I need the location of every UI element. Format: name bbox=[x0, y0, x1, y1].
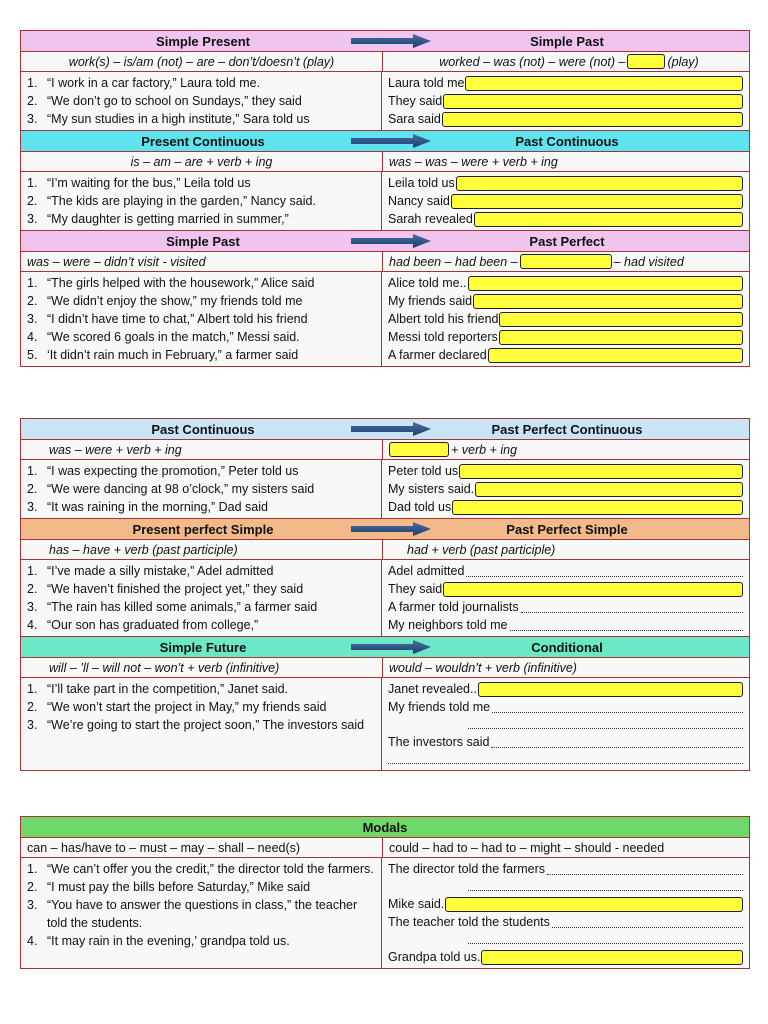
answer-row bbox=[388, 562, 743, 580]
answers-column bbox=[382, 172, 749, 230]
answer-blank[interactable] bbox=[452, 500, 743, 515]
answers-column bbox=[382, 678, 749, 770]
answer-row bbox=[388, 733, 743, 751]
quotes-column bbox=[21, 858, 382, 968]
answer-row bbox=[388, 462, 743, 480]
item-number: 3. bbox=[27, 718, 38, 732]
section-header bbox=[21, 519, 749, 540]
answer-row bbox=[388, 616, 743, 634]
answer-blank[interactable] bbox=[481, 950, 743, 965]
list-item bbox=[27, 210, 377, 228]
list-item bbox=[27, 174, 377, 192]
answer-row bbox=[388, 480, 743, 498]
list-item bbox=[27, 292, 377, 310]
item-number: 2. bbox=[27, 700, 38, 714]
answer-dotted-line[interactable] bbox=[547, 864, 743, 875]
section-header bbox=[21, 419, 749, 440]
list-item bbox=[27, 896, 377, 932]
item-text: “We don’t go to school on Sundays,” they said bbox=[47, 94, 302, 108]
answer-row bbox=[388, 292, 743, 310]
item-text: My neighbors told me bbox=[388, 618, 508, 632]
item-text: Nancy said bbox=[388, 194, 450, 208]
item-text: “You have to answer the questions in class,” the teacher told the students. bbox=[47, 898, 358, 930]
tense-to: Past Perfect bbox=[529, 233, 605, 249]
rule-left: is – am – are + verb + ing bbox=[21, 152, 383, 171]
answer-row bbox=[388, 680, 743, 698]
tense-from: Simple Future bbox=[159, 639, 247, 655]
item-number: 1. bbox=[27, 862, 38, 876]
answer-blank[interactable] bbox=[474, 212, 743, 227]
answer-dotted-line[interactable] bbox=[468, 931, 743, 944]
item-text: “I didn’t have time to chat,” Albert told his friend bbox=[47, 312, 308, 326]
item-text: A farmer declared bbox=[388, 348, 487, 362]
arrow-right-icon bbox=[351, 134, 431, 148]
tense-to: Past Continuous bbox=[515, 133, 619, 149]
answer-blank[interactable] bbox=[459, 464, 743, 479]
item-number: 1. bbox=[27, 276, 38, 290]
rule-right: had + verb (past participle) bbox=[407, 542, 556, 557]
rule-left: work(s) – is/am (not) – are – don’t/doesn’t (play) bbox=[21, 52, 383, 71]
answer-dotted-line[interactable] bbox=[552, 917, 743, 928]
answer-row bbox=[388, 310, 743, 328]
arrow-right-icon bbox=[351, 522, 431, 536]
answer-row bbox=[388, 860, 743, 878]
answer-blank[interactable] bbox=[443, 94, 743, 109]
answer-blank[interactable] bbox=[389, 442, 449, 457]
item-text: “We won’t start the project in May,” my friends said bbox=[47, 700, 327, 714]
list-item bbox=[27, 310, 377, 328]
answer-blank[interactable] bbox=[473, 294, 743, 309]
item-text: The director told the farmers bbox=[388, 862, 546, 876]
item-text: Messi told reporters bbox=[388, 330, 498, 344]
rule-row bbox=[21, 540, 749, 560]
item-text: They said bbox=[388, 94, 443, 108]
answer-row bbox=[388, 346, 743, 364]
item-text: “My daughter is getting married in summer,” bbox=[47, 212, 289, 226]
item-number: 2. bbox=[27, 880, 38, 894]
list-item bbox=[27, 274, 377, 292]
item-text: “It was raining in the morning,” Dad said bbox=[47, 500, 268, 514]
answer-row bbox=[388, 948, 743, 966]
answer-row bbox=[388, 698, 743, 716]
answer-row bbox=[388, 328, 743, 346]
rule-left: was – were – didn’t visit - visited bbox=[21, 252, 383, 271]
quotes-column bbox=[21, 172, 382, 230]
item-text: Alice told me.. bbox=[388, 276, 467, 290]
answers-column bbox=[382, 460, 749, 518]
item-text: “I’ll take part in the competition,” Janet said. bbox=[47, 682, 289, 696]
section-header bbox=[21, 817, 749, 838]
list-item bbox=[27, 716, 377, 734]
item-text: The investors said bbox=[388, 735, 490, 749]
answer-row bbox=[388, 210, 743, 228]
item-number: 3. bbox=[27, 212, 38, 226]
answer-row bbox=[388, 92, 743, 110]
tense-from: Present perfect Simple bbox=[132, 521, 274, 537]
tense-from: Simple Past bbox=[166, 233, 240, 249]
answer-dotted-line[interactable] bbox=[468, 716, 743, 729]
exercise-body bbox=[21, 172, 749, 231]
item-number: 2. bbox=[27, 94, 38, 108]
item-number: 3. bbox=[27, 898, 38, 912]
quotes-column bbox=[21, 678, 382, 770]
item-text: “I work in a car factory,” Laura told me. bbox=[47, 76, 261, 90]
rule-left: was – were + verb + ing bbox=[21, 440, 383, 459]
list-item bbox=[27, 92, 377, 110]
item-text: “Our son has graduated from college,” bbox=[47, 618, 259, 632]
exercise-body bbox=[21, 858, 749, 968]
item-text: Sara said bbox=[388, 112, 441, 126]
answer-blank[interactable] bbox=[443, 582, 743, 597]
tense-panel-2 bbox=[20, 418, 750, 771]
answer-row bbox=[388, 110, 743, 128]
item-text: Laura told me bbox=[388, 76, 465, 90]
item-number: 1. bbox=[27, 176, 38, 190]
section-header bbox=[21, 31, 749, 52]
list-item bbox=[27, 480, 377, 498]
rule-left: will – ’ll – will not – won’t + verb (infinitive) bbox=[21, 658, 383, 677]
answer-dotted-line[interactable] bbox=[492, 702, 743, 713]
rule-row bbox=[21, 252, 749, 272]
item-text: “We haven’t finished the project yet,” they said bbox=[47, 582, 304, 596]
rule-right: would – wouldn’t + verb (infinitive) bbox=[389, 660, 577, 675]
answer-row bbox=[388, 274, 743, 292]
item-number: 1. bbox=[27, 76, 38, 90]
exercise-body bbox=[21, 678, 749, 770]
rule-row bbox=[21, 838, 749, 858]
rule-row bbox=[21, 152, 749, 172]
list-item bbox=[27, 698, 377, 716]
quotes-column bbox=[21, 560, 382, 636]
exercise-body bbox=[21, 460, 749, 519]
exercise-body bbox=[21, 272, 749, 366]
list-item bbox=[27, 562, 377, 580]
arrow-right-icon bbox=[351, 234, 431, 248]
tense-panel-1 bbox=[20, 30, 750, 367]
quotes-column bbox=[21, 460, 382, 518]
item-number: 3. bbox=[27, 112, 38, 126]
item-number: 3. bbox=[27, 500, 38, 514]
tense-to: Past Perfect Simple bbox=[506, 521, 628, 537]
rule-row bbox=[21, 658, 749, 678]
list-item bbox=[27, 328, 377, 346]
item-text: Adel admitted bbox=[388, 564, 465, 578]
answer-blank[interactable] bbox=[442, 112, 743, 127]
quotes-column bbox=[21, 72, 382, 130]
rule-right: could – had to – had to – might – should - needed bbox=[389, 840, 665, 855]
answer-row bbox=[388, 74, 743, 92]
rule-row bbox=[21, 52, 749, 72]
list-item bbox=[27, 878, 377, 896]
answer-row bbox=[388, 498, 743, 516]
item-text: “I was expecting the promotion,” Peter told us bbox=[47, 464, 299, 478]
item-number: 1. bbox=[27, 464, 38, 478]
answer-dotted-line[interactable] bbox=[521, 602, 743, 613]
item-text: My friends told me bbox=[388, 700, 491, 714]
item-text: Mike said. bbox=[388, 897, 445, 911]
item-number: 2. bbox=[27, 482, 38, 496]
answer-row bbox=[388, 580, 743, 598]
rule-right: worked – was (not) – were (not) – (play) bbox=[439, 54, 699, 69]
answers-column bbox=[382, 858, 749, 968]
item-text: “It may rain in the evening,’ grandpa told us. bbox=[47, 934, 290, 948]
answer-blank[interactable] bbox=[465, 76, 743, 91]
answers-column bbox=[382, 560, 749, 636]
list-item bbox=[27, 598, 377, 616]
section-header bbox=[21, 131, 749, 152]
rule-row bbox=[21, 440, 749, 460]
item-number: 2. bbox=[27, 194, 38, 208]
item-text: “I’m waiting for the bus,” Leila told us bbox=[47, 176, 251, 190]
answer-dotted-line[interactable] bbox=[466, 566, 743, 577]
list-item bbox=[27, 680, 377, 698]
list-item bbox=[27, 498, 377, 516]
list-item bbox=[27, 932, 377, 950]
item-text: “We’re going to start the project soon,” The investors said bbox=[47, 718, 365, 732]
item-number: 1. bbox=[27, 682, 38, 696]
item-text: “We scored 6 goals in the match,” Messi said. bbox=[47, 330, 300, 344]
answer-blank[interactable] bbox=[478, 682, 743, 697]
answer-dotted-line[interactable] bbox=[491, 737, 743, 748]
item-text: “We didn’t enjoy the show,” my friends told me bbox=[47, 294, 303, 308]
answer-blank[interactable] bbox=[499, 312, 743, 327]
rule-right: had been – had been – – had visited bbox=[389, 254, 684, 269]
answer-dotted-line[interactable] bbox=[510, 620, 743, 631]
rule-left: has – have + verb (past participle) bbox=[21, 540, 383, 559]
answer-blank[interactable] bbox=[445, 897, 743, 912]
answer-blank[interactable] bbox=[456, 176, 743, 191]
arrow-right-icon bbox=[351, 34, 431, 48]
item-number: 4. bbox=[27, 934, 38, 948]
item-text: Janet revealed.. bbox=[388, 682, 477, 696]
item-text: “The girls helped with the housework,” Alice said bbox=[47, 276, 315, 290]
list-item bbox=[27, 346, 377, 364]
tense-from: Past Continuous bbox=[151, 421, 255, 437]
item-text: “I’ve made a silly mistake,” Adel admitted bbox=[47, 564, 274, 578]
rule-left: can – has/have to – must – may – shall – need(s) bbox=[21, 838, 383, 857]
item-text: “We can’t offer you the credit,” the director told the farmers. bbox=[47, 862, 374, 876]
answer-blank[interactable] bbox=[468, 276, 743, 291]
modals-title: Modals bbox=[362, 819, 408, 835]
rule-right: was – was – were + verb + ing bbox=[389, 154, 558, 169]
tense-to: Conditional bbox=[531, 639, 603, 655]
answer-row bbox=[388, 174, 743, 192]
item-number: 3. bbox=[27, 600, 38, 614]
item-text: My friends said bbox=[388, 294, 473, 308]
item-number: 2. bbox=[27, 582, 38, 596]
item-text: ‘It didn’t rain much in February,” a farmer said bbox=[47, 348, 299, 362]
answer-blank[interactable] bbox=[627, 54, 665, 69]
item-text: A farmer told journalists bbox=[388, 600, 519, 614]
answer-blank[interactable] bbox=[488, 348, 743, 363]
item-text: Albert told his friend bbox=[388, 312, 499, 326]
item-text: “I must pay the bills before Saturday,” Mike said bbox=[47, 880, 311, 894]
tense-from: Present Continuous bbox=[141, 133, 265, 149]
item-text: They said bbox=[388, 582, 443, 596]
tense-to: Past Perfect Continuous bbox=[491, 421, 643, 437]
modals-panel bbox=[20, 816, 750, 969]
item-text: Grandpa told us. bbox=[388, 950, 481, 964]
list-item bbox=[27, 616, 377, 634]
item-text: Sarah revealed bbox=[388, 212, 473, 226]
item-text: Leila told us bbox=[388, 176, 455, 190]
item-number: 2. bbox=[27, 294, 38, 308]
item-number: 4. bbox=[27, 618, 38, 632]
section-header bbox=[21, 231, 749, 252]
item-text: Dad told us bbox=[388, 500, 452, 514]
item-text: My sisters said. bbox=[388, 482, 475, 496]
answer-blank[interactable] bbox=[499, 330, 743, 345]
item-number: 3. bbox=[27, 312, 38, 326]
item-number: 1. bbox=[27, 564, 38, 578]
tense-from: Simple Present bbox=[156, 33, 250, 49]
item-text: “The rain has killed some animals,” a farmer said bbox=[47, 600, 318, 614]
answer-blank[interactable] bbox=[451, 194, 743, 209]
section-header bbox=[21, 637, 749, 658]
answer-dotted-line[interactable] bbox=[468, 878, 743, 891]
answer-row bbox=[388, 598, 743, 616]
item-text: “We were dancing at 98 o’clock,” my sisters said bbox=[47, 482, 315, 496]
list-item bbox=[27, 462, 377, 480]
answer-blank[interactable] bbox=[520, 254, 612, 269]
list-item bbox=[27, 860, 377, 878]
list-item bbox=[27, 110, 377, 128]
exercise-body bbox=[21, 72, 749, 131]
quotes-column bbox=[21, 272, 382, 366]
arrow-right-icon bbox=[351, 640, 431, 654]
list-item bbox=[27, 580, 377, 598]
answer-row bbox=[388, 895, 743, 913]
answer-row bbox=[388, 192, 743, 210]
answers-column bbox=[382, 72, 749, 130]
rule-right: + verb + ing bbox=[383, 442, 749, 457]
list-item bbox=[27, 192, 377, 210]
answer-blank[interactable] bbox=[475, 482, 743, 497]
item-text: “My sun studies in a high institute,” Sara told us bbox=[47, 112, 310, 126]
item-text: “The kids are playing in the garden,” Nancy said. bbox=[47, 194, 316, 208]
item-number: 4. bbox=[27, 330, 38, 344]
arrow-right-icon bbox=[351, 422, 431, 436]
answer-row bbox=[388, 913, 743, 931]
item-text: Peter told us bbox=[388, 464, 459, 478]
tense-to: Simple Past bbox=[530, 33, 604, 49]
answer-dotted-line[interactable] bbox=[388, 751, 743, 764]
answers-column bbox=[382, 272, 749, 366]
item-text: The teacher told the students bbox=[388, 915, 550, 929]
list-item bbox=[27, 74, 377, 92]
item-number: 5. bbox=[27, 348, 38, 362]
exercise-body bbox=[21, 560, 749, 637]
